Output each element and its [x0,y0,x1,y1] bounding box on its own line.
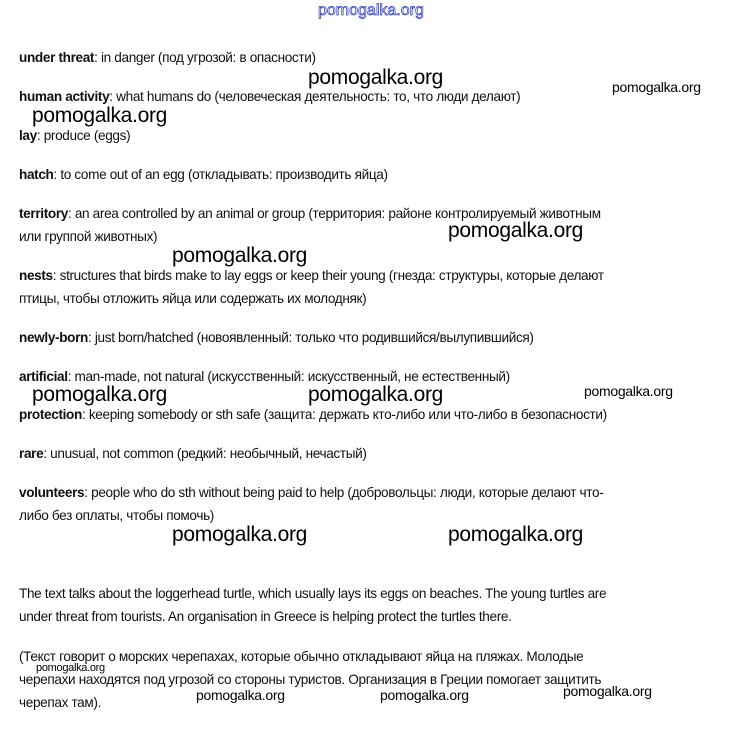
glossary-entry-territory-cont: или группой животных) [19,229,158,244]
watermark: pomogalka.org [612,79,701,95]
glossary-entry-newly-born [19,329,534,347]
watermark: pomogalka.org [448,523,584,546]
watermark: pomogalka.org [36,662,105,674]
glossary-entry-protection [19,406,607,424]
summary-en-line: The text talks about the loggerhead turtle, which usually lays its eggs on beaches. The young turtles are [19,586,607,601]
watermark: pomogalka.org [448,219,584,242]
term: artificial [19,369,68,384]
glossary-entry-lay [19,127,130,145]
glossary-entry-rare [19,445,367,463]
watermark: pomogalka.org [308,383,444,406]
definition: : man-made, not natural (искусственный: искусственный, не естественный) [67,369,510,384]
summary-en-line: under threat from tourists. An organisation in Greece is helping protect the turtles there. [19,609,512,624]
watermark: pomogalka.org [32,383,168,406]
term: human activity [19,89,110,104]
definition: : keeping somebody or sth safe (защита: держать кто-либо или что-либо в безопасности) [81,407,607,422]
glossary-entry-nests-cont: птицы, чтобы отложить яйца или содержать их молодняк) [19,291,367,306]
watermark: pomogalka.org [172,523,308,546]
definition: : an area controlled by an animal or group (территория: районе контролируемый животным [67,206,601,221]
definition: : people who do sth without being paid to help (добровольцы: люди, которые делают что- [84,485,604,500]
watermark: pomogalka.org [308,66,444,89]
definition: : to come out of an egg (откладывать: производить яйца) [53,167,388,182]
glossary-entry-nests [19,267,604,285]
term: territory [19,206,68,221]
header-watermark: pomogalka.org [318,2,424,19]
watermark: pomogalka.org [172,244,308,267]
summary-ru-line: черепах там). [19,695,101,710]
watermark: pomogalka.org [380,687,469,703]
glossary-entry-volunteers-cont: либо без оплаты, чтобы помочь) [19,508,214,523]
watermark: pomogalka.org [32,104,168,127]
term: newly-born [19,330,89,345]
glossary-entry-under-threat [19,49,316,67]
term: lay [19,128,37,143]
term: rare [19,446,44,461]
watermark: pomogalka.org [563,683,652,699]
definition: : what humans do (человеческая деятельность: то, что люди делают) [109,89,521,104]
summary-ru-line: (Текст говорит о морских черепахах, которые обычно откладывают яйца на пляжах. Молодые [19,649,584,664]
summary-ru-line: черепахи находятся под угрозой со стороны туристов. Организация в Греции помогает защитить [19,672,602,687]
definition: : unusual, not common (редкий: необычный, нечастый) [43,446,367,461]
definition: : in danger (под угрозой: в опасности) [94,50,316,65]
term: nests [19,268,53,283]
watermark: pomogalka.org [196,687,285,703]
term: under threat [19,50,95,65]
definition: : produce (eggs) [36,128,131,143]
term: hatch [19,167,54,182]
term: volunteers [19,485,85,500]
term: protection [19,407,82,422]
definition: : structures that birds make to lay eggs or keep their young (гнезда: структуры, которые делают [52,268,604,283]
glossary-entry-hatch [19,166,388,184]
glossary-entry-volunteers [19,484,603,502]
definition: : just born/hatched (новоявленный: только что родившийся/вылупившийся) [88,330,534,345]
watermark: pomogalka.org [584,383,673,399]
